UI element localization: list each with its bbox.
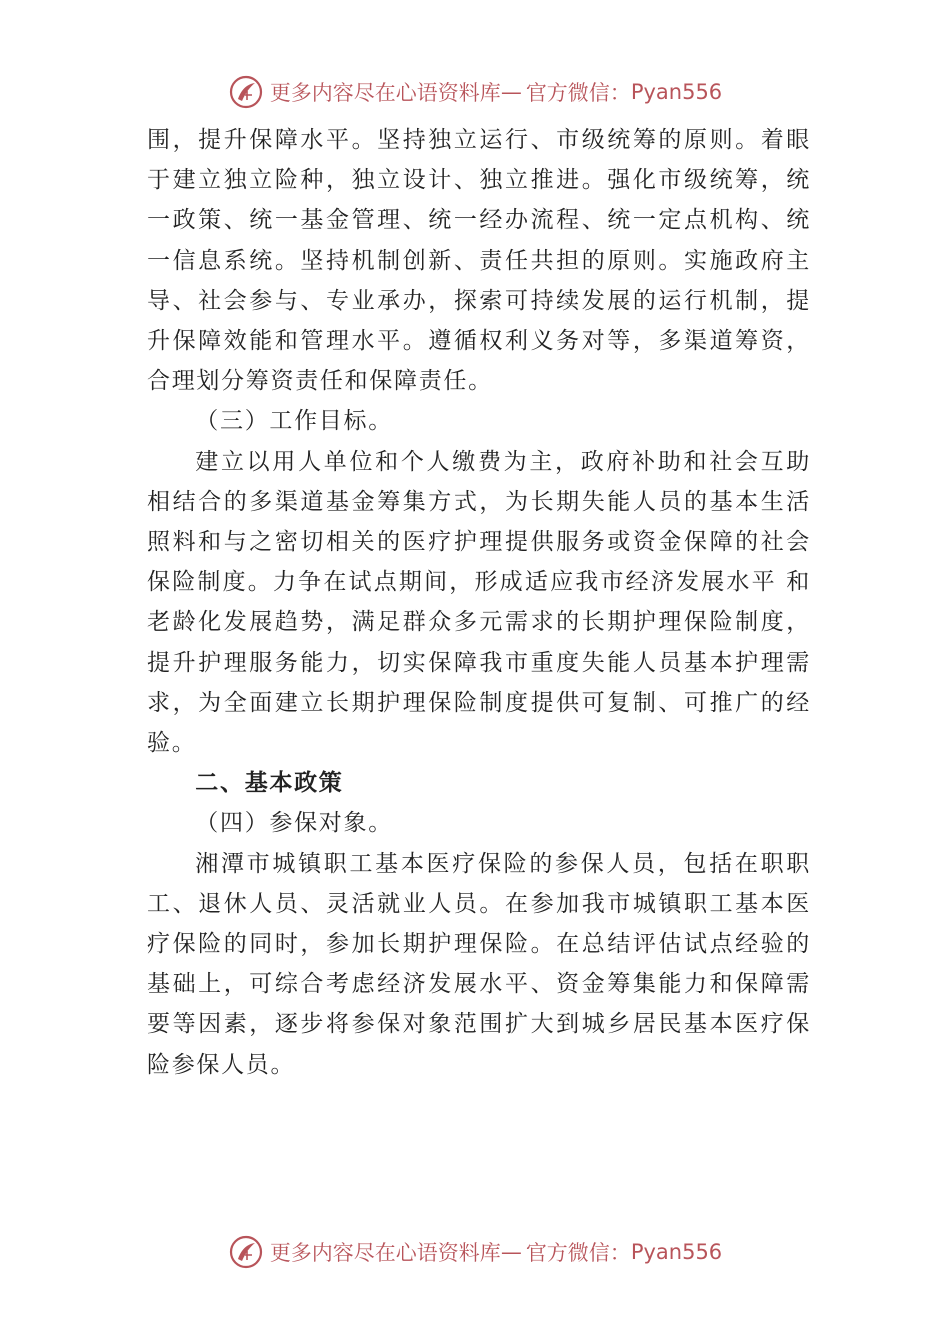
watermark-header	[0, 70, 950, 114]
watermark-wechat-label: 官方微信：	[525, 81, 631, 105]
watermark-text: 更多内容尽在心语资料库	[269, 1241, 501, 1265]
watermark-dash: —	[500, 1240, 522, 1264]
subheading-work-goals: （三）工作目标。	[195, 408, 393, 435]
subheading-insured-targets: （四）参保对象。	[195, 810, 393, 837]
watermark-text: 更多内容尽在心语资料库	[269, 81, 501, 105]
watermark-wechat-id: Pyan556	[630, 1240, 723, 1264]
paragraph-principles: 围，提升保障水平。坚持独立运行、市级统筹的原则。着眼于建立独立险种，独立设计、独立推进。强化市级统筹，统一政策、统一基金管理、统一经办流程、统一定点机构、统一信息系统。坚持机制创新、责任共担的原则。实施政府主导、社会参与、专业承办，探索可持续发展的运行机制，提升保障效能和管理水平。遵循权利义务对等，多渠道筹资， 合理划分筹资责任和保障责任。	[147, 127, 811, 395]
document-body	[147, 120, 811, 1085]
watermark-wechat-label: 官方微信：	[525, 1241, 631, 1265]
watermark-wechat-id: Pyan556	[630, 80, 723, 104]
logo-seal-icon	[228, 74, 264, 110]
paragraph-insured-targets: 湘潭市城镇职工基本医疗保险的参保人员，包括在职职工、退休人员、灵活就业人员。在参加我市城镇职工基本医疗保险的同时，参加长期护理保险。在总结评估试点经验的基础上，可综合考虑经济发展水平、资金筹集能力和保障需要等因素，逐步将参保对象范围扩大到城乡居民基本医疗保险参保人员。	[147, 850, 811, 1078]
paragraph-work-goals: 建立以用人单位和个人缴费为主，政府补助和社会互助相结合的多渠道基金筹集方式，为长期失能人员的基本生活照料和与之密切相关的医疗护理提供服务或资金保障的社会保险制度。力争在试点期间，形成适应我市经济发展水平 和老龄化发展趋势，满足群众多元需求的长期护理保险制度， 提升护理服务能力，切实保障我市重度失能人员基本护理需 求，为全面建立长期护理保险制度提供可复制、可推广的经 验。	[147, 448, 811, 757]
section-heading-basic-policy: 二、基本政策	[195, 770, 344, 797]
watermark-footer	[0, 1230, 950, 1274]
watermark-dash: —	[500, 80, 522, 104]
logo-seal-icon	[228, 1234, 264, 1270]
